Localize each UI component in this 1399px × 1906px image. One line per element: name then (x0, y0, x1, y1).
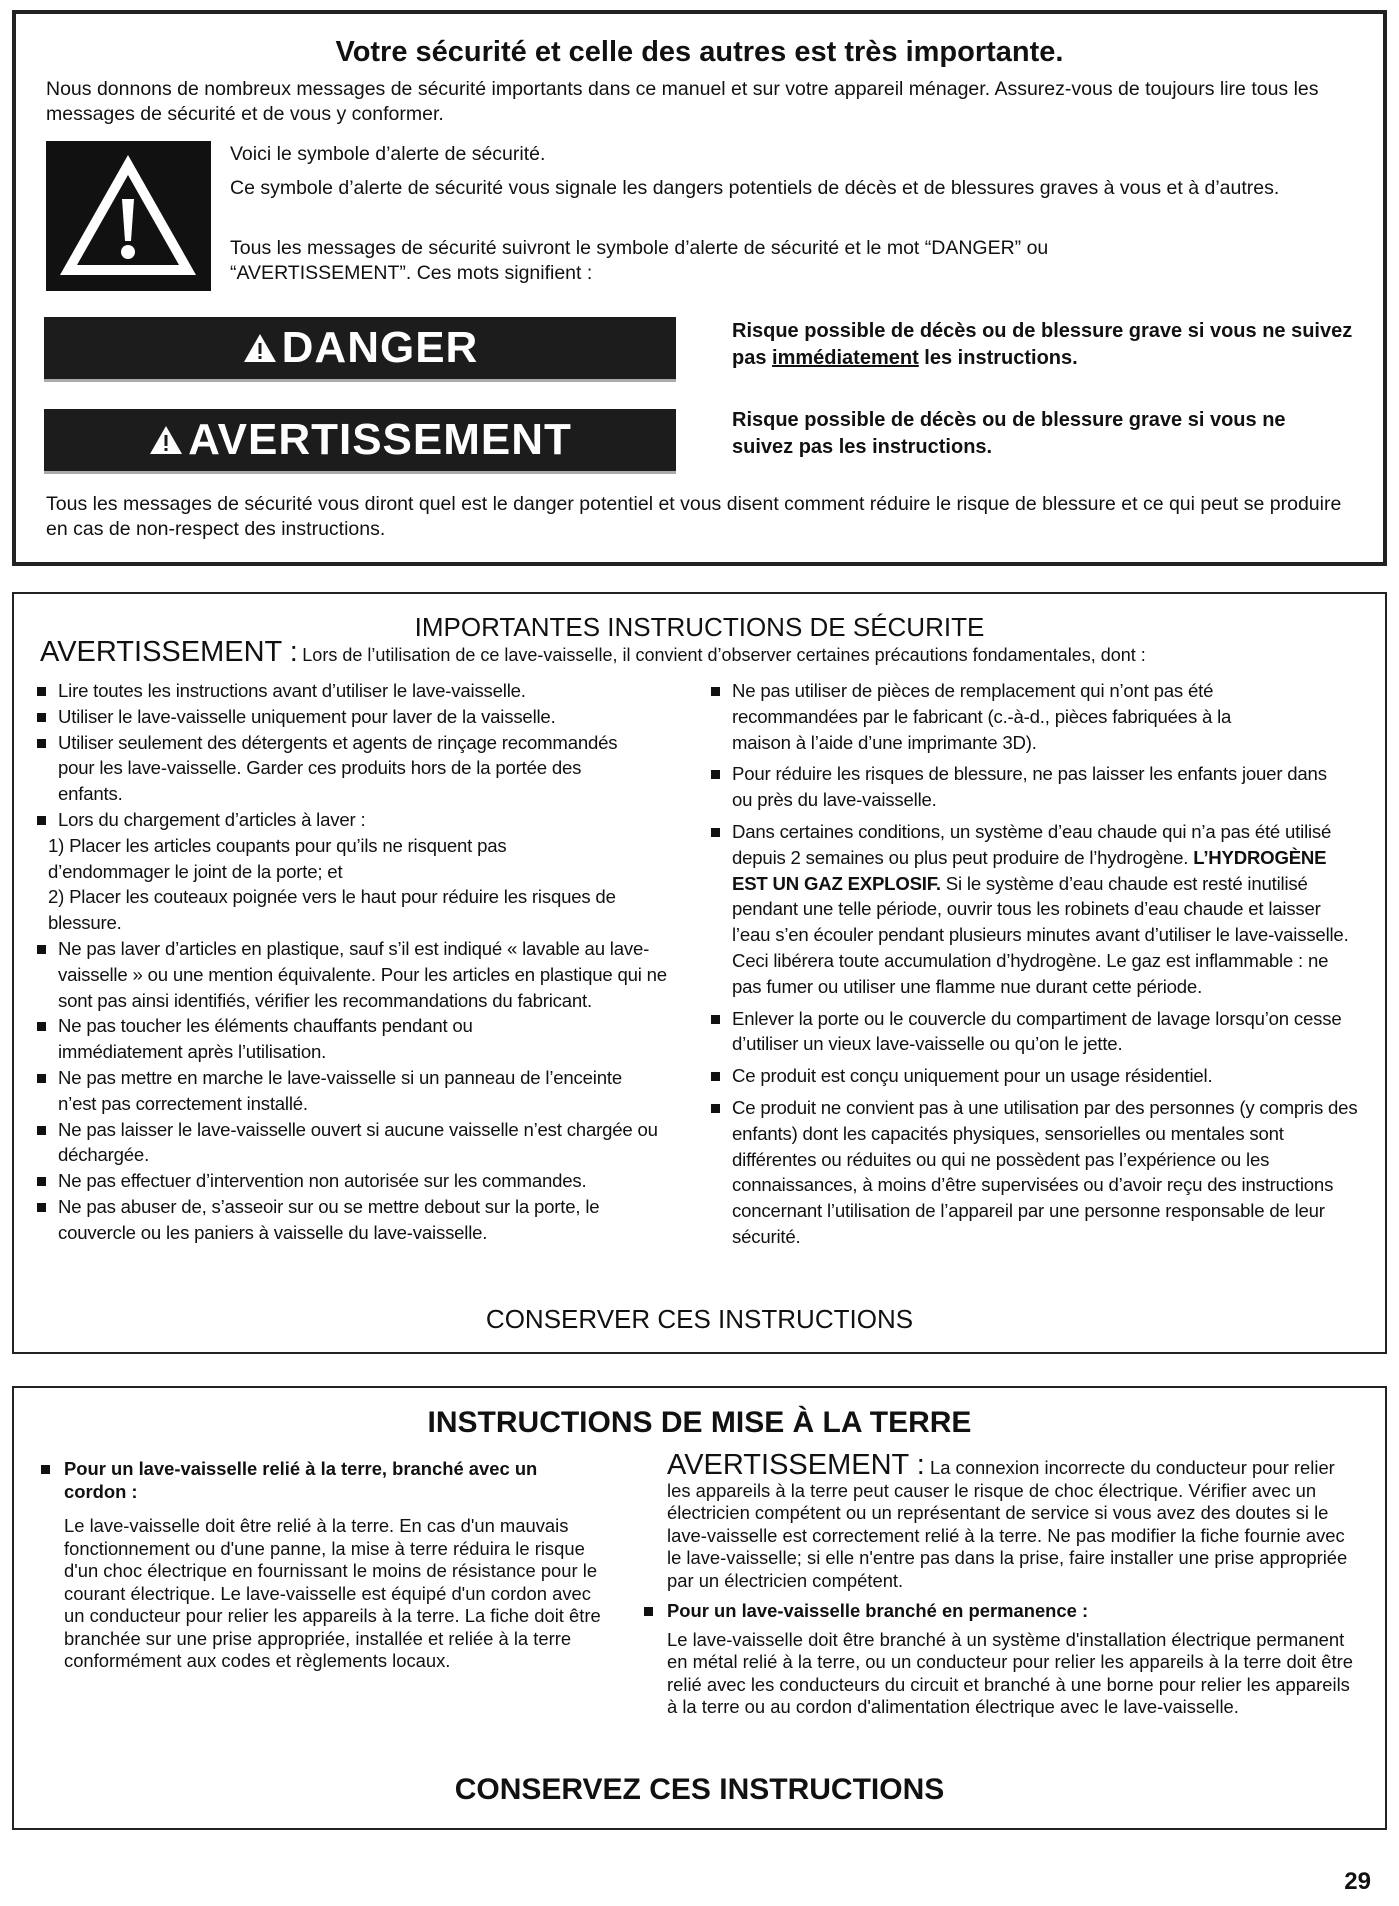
sub-item: 1) Placer les articles coupants pour qu’ils ne risquent pas d’endommager le joint de la porte; et (48, 834, 507, 882)
grounding-heading: INSTRUCTIONS DE MISE À LA TERRE (427, 1406, 972, 1439)
important-footer: CONSERVER CES INSTRUCTIONS (485, 1304, 914, 1334)
danger-label: DANGER (281, 323, 479, 372)
warning-alert-icon (148, 411, 184, 473)
danger-banner (44, 317, 676, 382)
left-column (36, 678, 676, 1246)
list-item: Dans certaines conditions, un système d’eau chaude qui n’a pas été utilisé depuis 2 semaines ou plus peut produire de l’hydrogène. L’HYDROGÈNE EST UN GAZ EXPLOSIF. Si le système d’eau chaude est resté inutilisé pendant une telle période, ouvrir tous les robinets d’eau chaude et laisser l’eau s’en écouler pendant plusieurs minutes avant d’utiliser le lave-vaisselle. Ceci libérera toute accumulation d’hydrogène. Le gaz est inflammable : ne pas fumer ou utiliser une flamme nue durant cette période. (710, 819, 1360, 1000)
grounding-left-title: Pour un lave-vaisselle relié à la terre, branché avec un cordon : (40, 1458, 564, 1503)
safety-title: Votre sécurité et celle des autres est très importante. (335, 36, 1064, 68)
list-item: Ce produit est conçu uniquement pour un usage résidentiel. (710, 1063, 1360, 1089)
important-warning-word: AVERTISSEMENT : (40, 636, 298, 668)
list-item: Pour réduire les risques de blessure, ne pas laisser les enfants jouer dans ou près du lave-vaisselle. (710, 761, 1332, 813)
grounding-right-column (667, 1449, 1357, 1719)
list-item: Ne pas laver d’articles en plastique, sauf s’il est indiqué « lavable au lave-vaisselle » ou une mention équivalente. Pour les articles en plastique qui ne sont pas ainsi identifiés, vérifier les recommandations du fabricant. (36, 936, 678, 1013)
grounding-box (12, 1386, 1387, 1830)
important-instructions-box (12, 592, 1387, 1354)
list-item: Utiliser le lave-vaisselle uniquement pour laver de la vaisselle. (36, 704, 676, 730)
list-item: Ne pas mettre en marche le lave-vaisselle si un panneau de l’enceinte n’est pas correctement installé. (36, 1065, 648, 1117)
sub-item: 2) Placer les couteaux poignée vers le haut pour réduire les risques de blessure. (48, 886, 616, 934)
warning-banner (44, 409, 676, 474)
important-warning-text: Lors de l’utilisation de ce lave-vaisselle, il convient d’observer certaines précautions fondamentales, dont : (302, 645, 1146, 665)
list-item: Ne pas toucher les éléments chauffants pendant ou immédiatement après l’utilisation. (36, 1013, 558, 1065)
safety-closing: Tous les messages de sécurité vous diront quel est le danger potentiel et vous disent comment réduire le risque de blessure et ce qui peut se produire en cas de non-respect des instructions. (46, 493, 1342, 540)
grounding-warning-word: AVERTISSEMENT : (667, 1449, 925, 1481)
list-item: Ne pas utiliser de pièces de remplacement qui n’ont pas été recommandées par le fabricant (c.-à-d., pièces fabriquées à la maison à l’aide d’une imprimante 3D). (710, 678, 1292, 755)
list-item: Ne pas laisser le lave-vaisselle ouvert si aucune vaisselle n’est chargée ou déchargée. (36, 1117, 668, 1169)
warning-desc: Risque possible de décès ou de blessure grave si vous ne suivez pas les instructions. (732, 409, 1286, 458)
important-warning (40, 636, 1146, 669)
safety-box (12, 10, 1387, 566)
danger-desc: Risque possible de décès ou de blessure grave si vous ne suivez pas immédiatement les instructions. (732, 320, 1353, 369)
list-item: Lors du chargement d’articles à laver : (36, 807, 676, 833)
list-item: Ce produit ne convient pas à une utilisation par des personnes (y compris des enfants) dont les capacités physiques, sensorielles ou mentales sont différentes ou réduites ou qui ne possèdent pas l’expérience ou les connaissances, à moins d’être supervisées ou d’avoir reçu des instructions concernant l’utilisation de l’appareil par une personne responsable de leur sécurité. (710, 1095, 1364, 1250)
important-heading: IMPORTANTES INSTRUCTIONS DE SÉCURITE (414, 612, 985, 642)
grounding-right-body: Le lave-vaisselle doit être branché à un système d'installation électrique permanent en métal relié à la terre, ou un conducteur pour relier les appareils à la terre doit être relié avec les conducteurs du circuit et branché à une borne pour relier les appareils à la terre ou au cordon d'alimentation électrique avec le lave-vaisselle. (667, 1628, 1353, 1717)
list-item: Lire toutes les instructions avant d’utiliser le lave-vaisselle. (36, 678, 676, 704)
list-item: Ne pas abuser de, s’asseoir sur ou se mettre debout sur la porte, le couvercle ou les paniers à vaisselle du lave-vaisselle. (36, 1194, 678, 1246)
list-item: Utiliser seulement des détergents et agents de rinçage recommandés pour les lave-vaisselle. Garder ces produits hors de la portée des enfants. (36, 730, 628, 807)
danger-alert-icon (242, 319, 278, 381)
list-item: Enlever la porte ou le couvercle du compartiment de lavage lorsqu’on cesse d’utiliser un vieux lave-vaisselle ou qu’on le jette. (710, 1006, 1360, 1058)
right-column (710, 678, 1360, 1250)
safety-alert-icon (46, 141, 211, 291)
symbol-line: Voici le symbole d’alerte de sécurité. (230, 143, 546, 165)
symbol-desc: Ce symbole d’alerte de sécurité vous signale les dangers potentiels de décès et de blessures graves à vous et à d’autres. (230, 177, 1280, 199)
grounding-left-body: Le lave-vaisselle doit être relié à la terre. En cas d'un mauvais fonctionnement ou d'une panne, la mise à terre réduira le risque d'un choc électrique en fournissant le moins de résistance pour le courant électrique. Le lave-vaisselle est équipé d'un cordon avec un conducteur pour relier les appareils à la terre. La fiche doit être branchée sur une prise appropriée, installée et reliée à la terre conformément aux codes et règlements locaux. (64, 1515, 601, 1671)
grounding-warning (667, 1449, 1357, 1592)
grounding-left-column (40, 1458, 600, 1673)
warning-label: AVERTISSEMENT (188, 415, 572, 464)
list-item: Ne pas effectuer d’intervention non autorisée sur les commandes. (36, 1168, 676, 1194)
page-number: 29 (1344, 1868, 1371, 1895)
grounding-warning-text: La connexion incorrecte du conducteur pour relier les appareils à la terre peut causer le risque de choc électrique. Vérifier avec un électricien compétent ou un représentant de service si vous avez des doutes si le lave-vaisselle est correctement relié à la terre. Ne pas modifier la fiche fournie avec le lave-vaisselle; si elle n'entre pas dans la prise, faire installer une prise appropriée par un électricien compétent. (667, 1457, 1348, 1591)
safety-intro: Nous donnons de nombreux messages de sécurité importants dans ce manuel et sur votre appareil ménager. Assurez-vous de toujours lire tous les messages de sécurité et de vous y conformer. (46, 78, 1319, 125)
grounding-right-title: Pour un lave-vaisselle branché en permanence : (643, 1600, 1357, 1623)
grounding-footer: CONSERVEZ CES INSTRUCTIONS (454, 1773, 945, 1806)
messages-desc: Tous les messages de sécurité suivront le symbole d’alerte de sécurité et le mot “DANGER” ou “AVERTISSEMENT”. Ces mots signifient : (230, 237, 1049, 284)
